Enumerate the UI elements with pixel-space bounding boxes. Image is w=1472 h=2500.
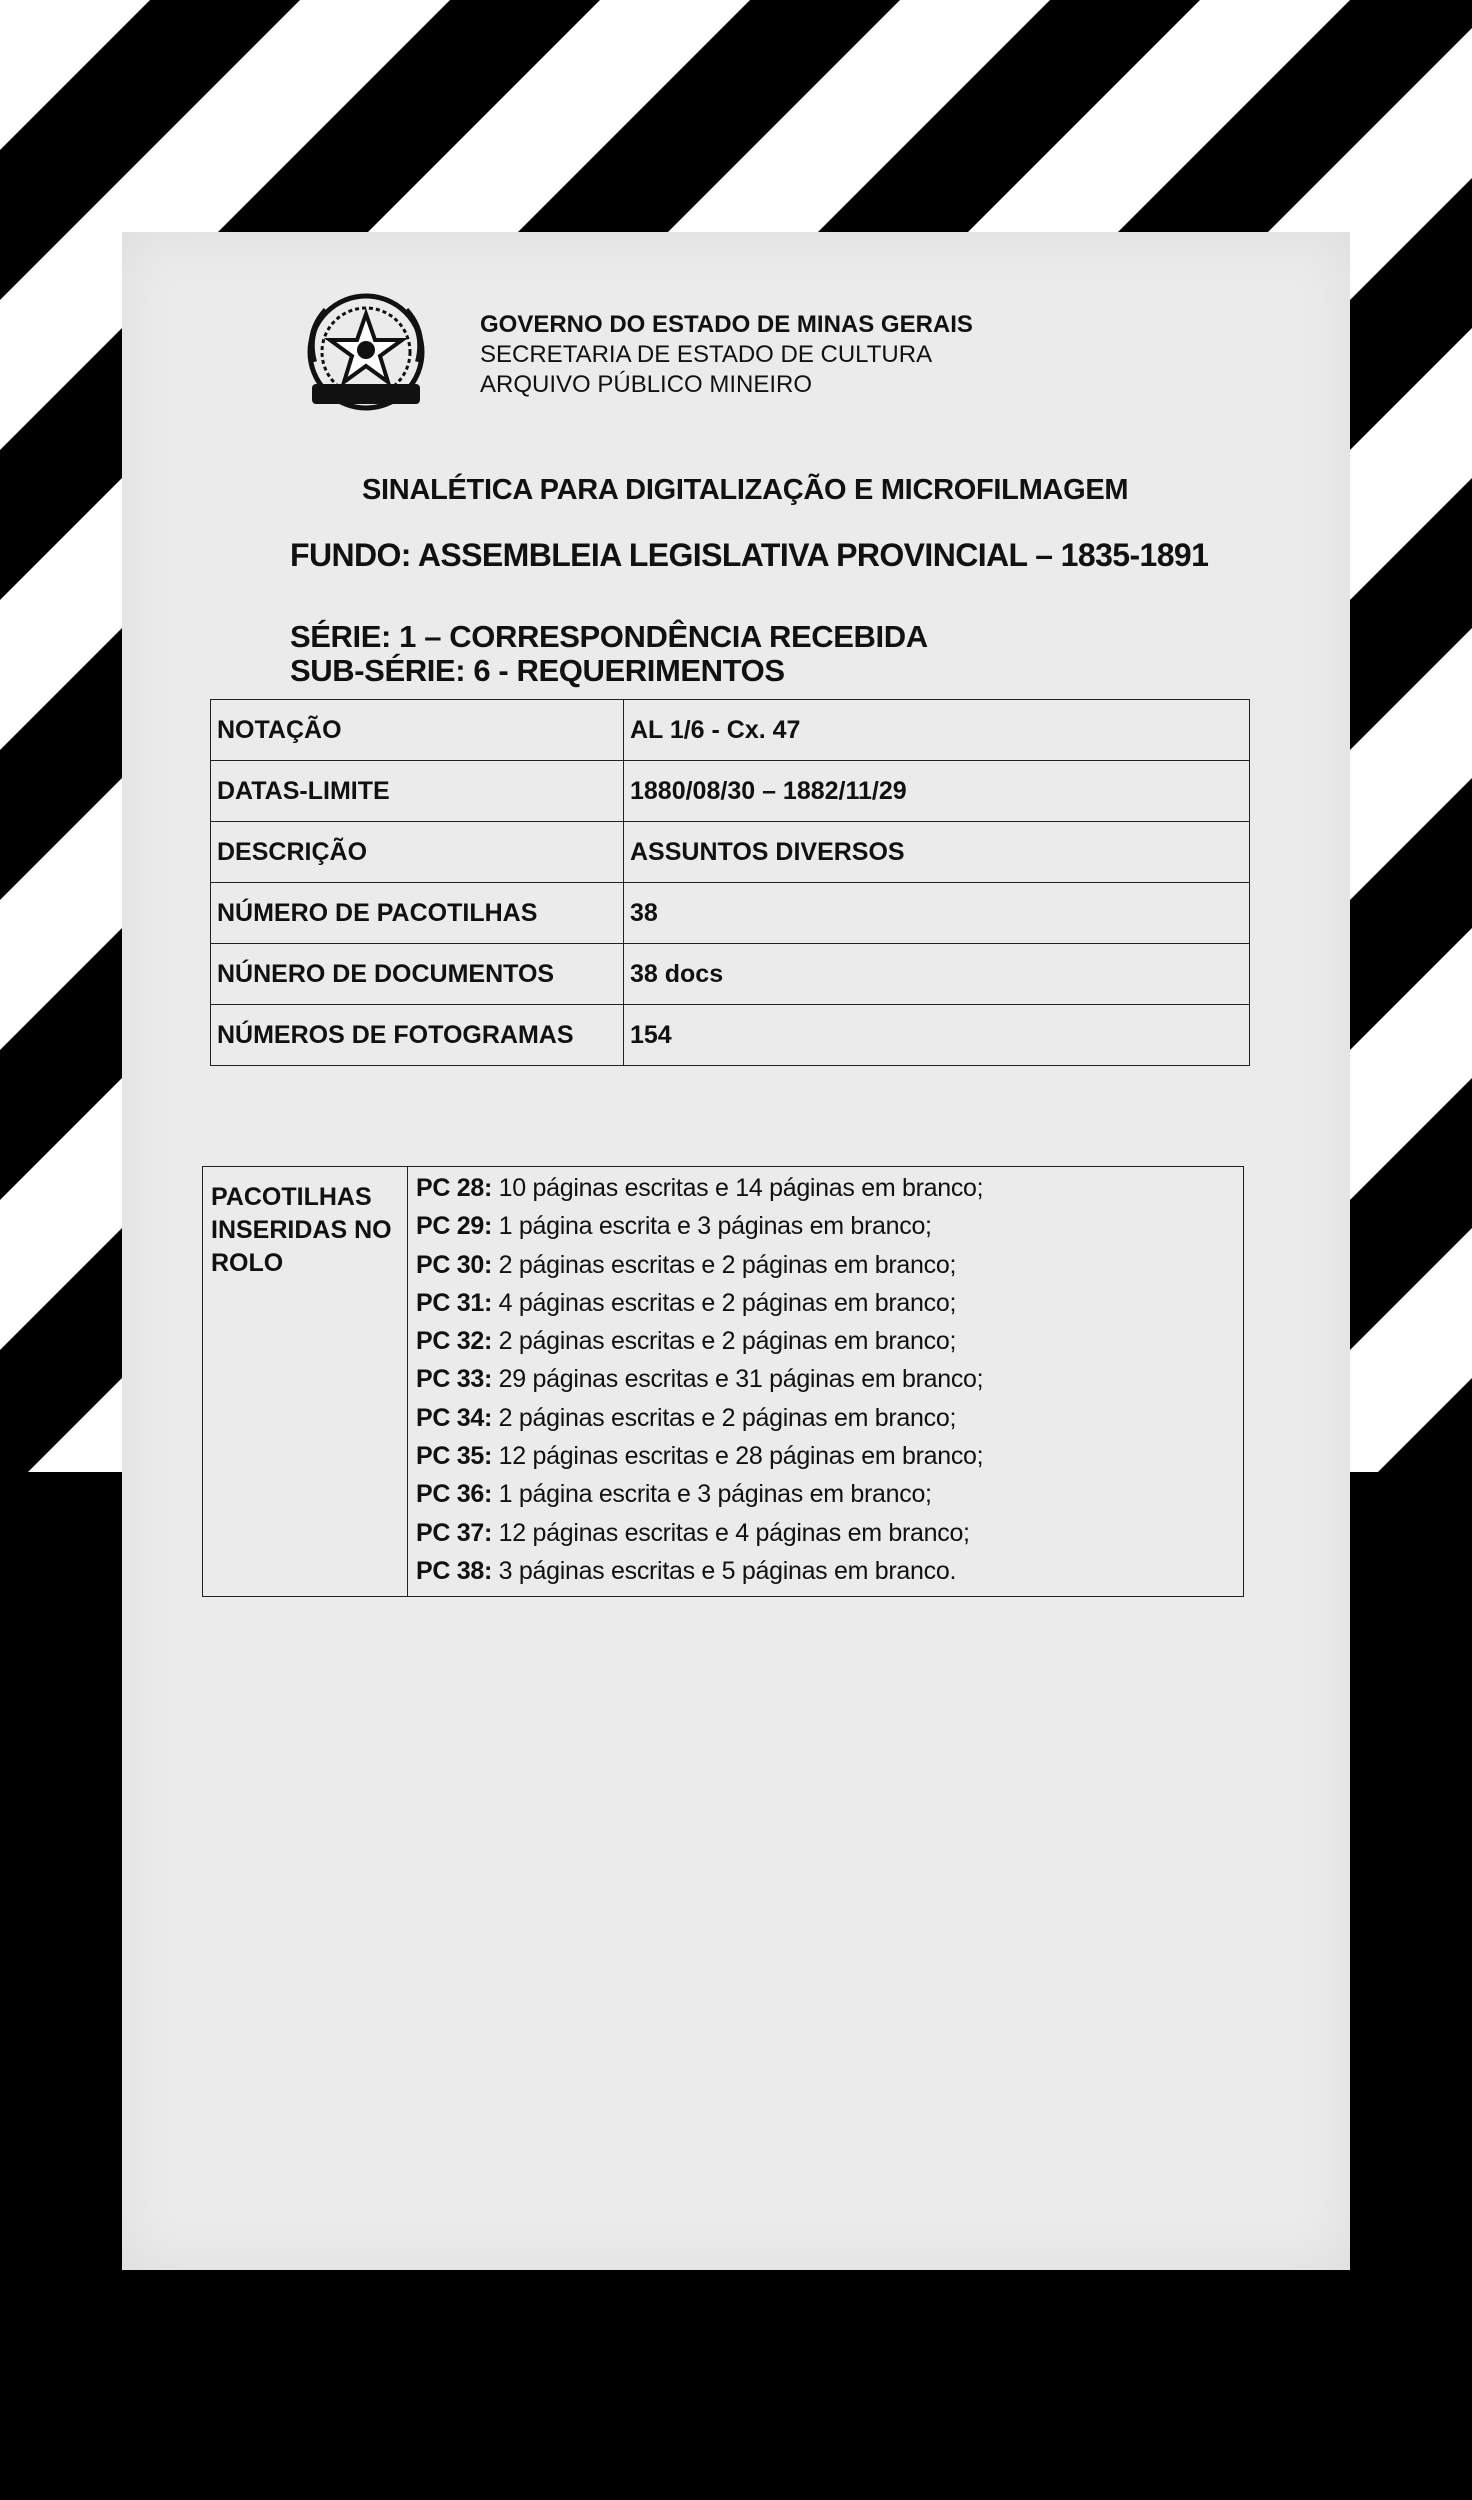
document-title: SINALÉTICA PARA DIGITALIZAÇÃO E MICROFILMAGEM xyxy=(362,474,1129,506)
metadata-value: 154 xyxy=(624,1005,1250,1066)
pacotilhas-list xyxy=(408,1167,1244,1597)
metadata-table xyxy=(210,699,1250,1066)
metadata-row xyxy=(211,761,1250,822)
metadata-row xyxy=(211,700,1250,761)
pacotilha-description: 4 páginas escritas e 2 páginas em branco; xyxy=(492,1288,957,1317)
document-sheet xyxy=(122,232,1350,2270)
government-name: GOVERNO DO ESTADO DE MINAS GERAIS xyxy=(480,311,973,338)
institution-header xyxy=(302,292,1202,432)
pacotilha-description: 2 páginas escritas e 2 páginas em branco; xyxy=(492,1250,957,1279)
pacotilha-description: 1 página escrita e 3 páginas em branco; xyxy=(492,1480,932,1509)
metadata-row xyxy=(211,1005,1250,1066)
pacotilha-item xyxy=(416,1437,1237,1475)
pacotilha-item xyxy=(416,1514,1237,1552)
archive-name: ARQUIVO PÚBLICO MINEIRO xyxy=(480,371,813,398)
pacotilha-code: PC 36: xyxy=(416,1480,493,1509)
pacotilha-code: PC 29: xyxy=(416,1212,493,1241)
metadata-label: NÚMEROS DE FOTOGRAMAS xyxy=(211,1005,624,1066)
pacotilha-code: PC 28: xyxy=(416,1174,493,1202)
pacotilha-item xyxy=(416,1475,1237,1513)
metadata-row xyxy=(211,822,1250,883)
pacotilhas-label xyxy=(203,1167,408,1597)
metadata-label: NOTAÇÃO xyxy=(211,700,624,761)
pacotilhas-label-line: PACOTILHAS xyxy=(211,1183,372,1211)
pacotilha-item xyxy=(416,1399,1237,1437)
pacotilha-description: 2 páginas escritas e 2 páginas em branco; xyxy=(492,1327,957,1356)
pacotilha-description: 10 páginas escritas e 14 páginas em branco; xyxy=(492,1174,984,1202)
metadata-value: ASSUNTOS DIVERSOS xyxy=(624,822,1250,883)
metadata-label: DESCRIÇÃO xyxy=(211,822,624,883)
pacotilha-code: PC 30: xyxy=(416,1250,493,1279)
pacotilhas-table xyxy=(202,1166,1244,1597)
pacotilha-code: PC 38: xyxy=(416,1556,493,1585)
metadata-label: NÚNERO DE DOCUMENTOS xyxy=(211,944,624,1005)
metadata-value: 38 docs xyxy=(624,944,1250,1005)
state-seal-icon xyxy=(302,292,442,422)
secretariat-name: SECRETARIA DE ESTADO DE CULTURA xyxy=(480,341,933,368)
metadata-label: DATAS-LIMITE xyxy=(211,761,624,822)
pacotilha-code: PC 34: xyxy=(416,1403,493,1432)
pacotilha-code: PC 37: xyxy=(416,1518,493,1547)
metadata-value: 38 xyxy=(624,883,1250,944)
pacotilha-description: 12 páginas escritas e 4 páginas em branco; xyxy=(492,1518,970,1547)
pacotilhas-label-line: ROLO xyxy=(211,1249,284,1277)
serie-heading: SÉRIE: 1 – CORRESPONDÊNCIA RECEBIDA xyxy=(290,619,928,654)
institution-names xyxy=(480,310,973,400)
pacotilha-item xyxy=(416,1169,1237,1207)
pacotilha-description: 3 páginas escritas e 5 páginas em branco. xyxy=(492,1556,957,1585)
pacotilha-description: 12 páginas escritas e 28 páginas em branco; xyxy=(492,1442,984,1471)
metadata-value: AL 1/6 - Cx. 47 xyxy=(624,700,1250,761)
pacotilhas-label-line: INSERIDAS NO xyxy=(211,1216,392,1244)
pacotilha-code: PC 35: xyxy=(416,1442,493,1471)
fundo-heading: FUNDO: ASSEMBLEIA LEGISLATIVA PROVINCIAL – 1835-1891 xyxy=(290,537,1209,573)
pacotilha-description: 29 páginas escritas e 31 páginas em branco; xyxy=(492,1365,984,1394)
pacotilha-item xyxy=(416,1284,1237,1322)
pacotilha-code: PC 33: xyxy=(416,1365,493,1394)
pacotilha-item xyxy=(416,1322,1237,1360)
series-block xyxy=(290,620,928,688)
pacotilha-item xyxy=(416,1360,1237,1398)
pacotilha-item xyxy=(416,1246,1237,1284)
subserie-heading: SUB-SÉRIE: 6 - REQUERIMENTOS xyxy=(290,653,785,688)
metadata-label: NÚMERO DE PACOTILHAS xyxy=(211,883,624,944)
metadata-row xyxy=(211,944,1250,1005)
metadata-row xyxy=(211,883,1250,944)
pacotilha-description: 1 página escrita e 3 páginas em branco; xyxy=(492,1212,932,1241)
pacotilha-description: 2 páginas escritas e 2 páginas em branco; xyxy=(492,1403,957,1432)
pacotilha-item xyxy=(416,1552,1237,1590)
pacotilha-item xyxy=(416,1207,1237,1245)
pacotilhas-row xyxy=(203,1167,1244,1597)
pacotilha-code: PC 32: xyxy=(416,1327,493,1356)
metadata-value: 1880/08/30 – 1882/11/29 xyxy=(624,761,1250,822)
pacotilha-code: PC 31: xyxy=(416,1288,493,1317)
